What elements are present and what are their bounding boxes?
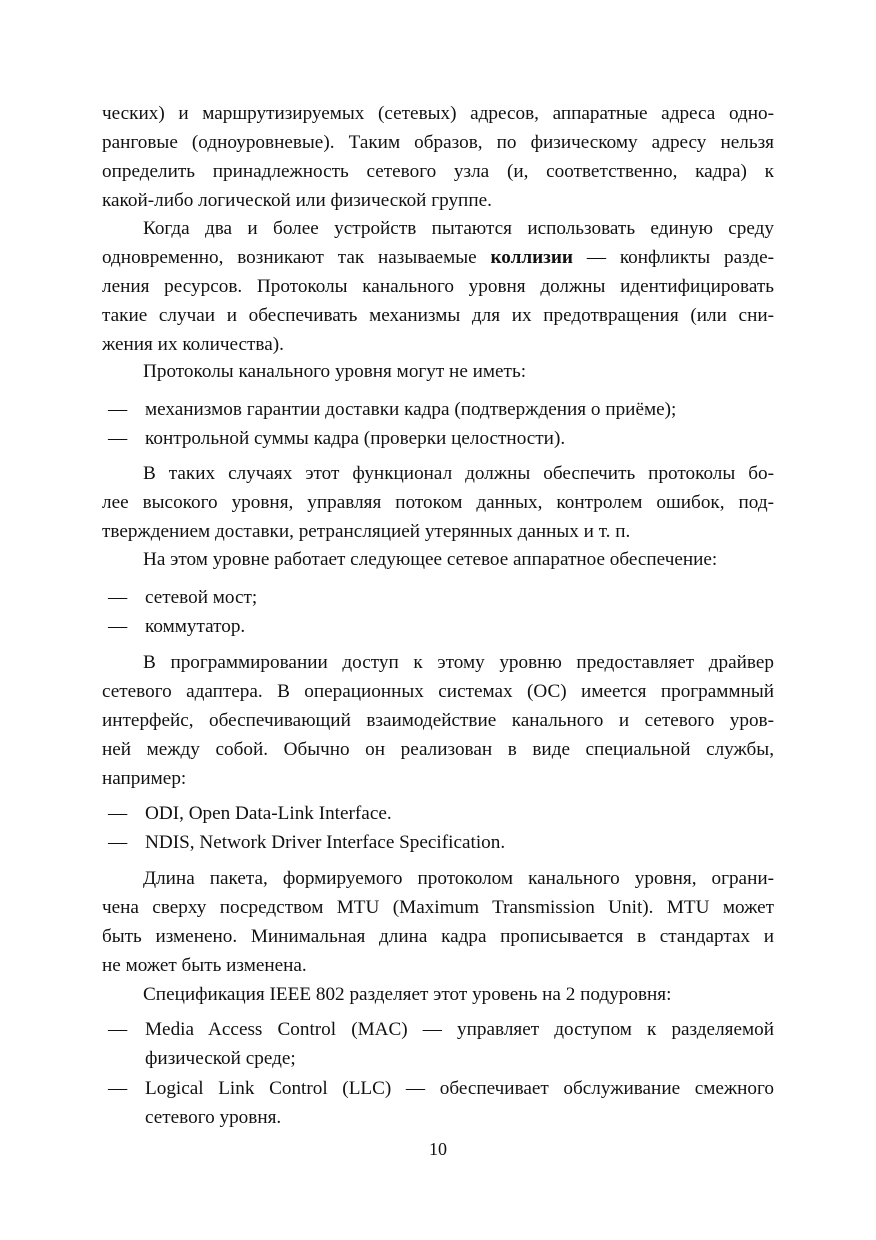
text-line: сетевого адаптера. В операционных системах (ОС) имеется программный bbox=[102, 681, 774, 702]
list-item bbox=[0, 799, 774, 828]
bullet-dash: — bbox=[108, 428, 128, 449]
paragraph-collisions bbox=[102, 214, 774, 359]
text-line: Длина пакета, формируемого протоколом канального уровня, ограни- bbox=[143, 868, 774, 889]
bullet-dash: — bbox=[108, 399, 128, 420]
text-line: не может быть изменена. bbox=[102, 955, 307, 976]
paragraph-ieee802: Спецификация IEEE 802 разделяет этот уровень на 2 подуровня: bbox=[143, 984, 672, 1005]
list-item-text bbox=[145, 1015, 774, 1073]
list-item-text: контрольной суммы кадра (проверки целостности). bbox=[145, 428, 566, 449]
paragraph-hardware: На этом уровне работает следующее сетевое аппаратное обеспечение: bbox=[143, 549, 718, 570]
list-item bbox=[0, 1074, 774, 1132]
text-line: интерфейс, обеспечивающий взаимодействие канального и сетевого уров- bbox=[102, 710, 774, 731]
list-item bbox=[0, 424, 774, 453]
text-line: В таких случаях этот функционал должны обеспечить протоколы бо- bbox=[143, 463, 774, 484]
text-line: чена сверху посредством MTU (Maximum Transmission Unit). MTU может bbox=[102, 897, 774, 918]
text-line: какой-либо логической или физической группе. bbox=[102, 190, 492, 211]
text-line: тверждением доставки, ретрансляцией утерянных данных и т. п. bbox=[102, 521, 631, 542]
text-line: лее высокого уровня, управляя потоком данных, контролем ошибок, под- bbox=[102, 492, 774, 513]
text-line: В программировании доступ к этому уровню предоставляет драйвер bbox=[143, 652, 774, 673]
paragraph-programming bbox=[102, 648, 774, 793]
bullet-dash: — bbox=[108, 1019, 128, 1040]
list-item bbox=[0, 828, 774, 857]
list-item-text: сетевой мост; bbox=[145, 587, 258, 608]
list-item bbox=[0, 583, 774, 612]
paragraph-may-not-have: Протоколы канального уровня могут не иметь: bbox=[143, 361, 527, 382]
text-line: Когда два и более устройств пытаются использовать единую среду bbox=[143, 218, 774, 239]
text-line: ней между собой. Обычно он реализован в виде специальной службы, bbox=[102, 739, 774, 760]
text-line: ческих) и маршрутизируемых (сетевых) адресов, аппаратные адреса одно- bbox=[102, 103, 774, 124]
list-item-text: коммутатор. bbox=[145, 616, 246, 637]
list-item bbox=[0, 1015, 774, 1073]
text-line bbox=[102, 243, 774, 272]
paragraph-higher-levels bbox=[102, 459, 774, 546]
page-number: 10 bbox=[429, 1139, 447, 1159]
list-item bbox=[0, 395, 774, 424]
text-line: например: bbox=[102, 768, 187, 789]
text-fragment: одновременно, возникают так называемые bbox=[102, 247, 491, 268]
paragraph-addresses bbox=[102, 99, 774, 215]
list-item bbox=[0, 612, 774, 641]
bullet-dash: — bbox=[108, 803, 128, 824]
text-line: определить принадлежность сетевого узла (и, соответственно, кадра) к bbox=[102, 161, 774, 182]
text-line: ранговые (одноуровневые). Таким образов, по физическому адресу нельзя bbox=[102, 132, 774, 153]
bullet-dash: — bbox=[108, 616, 128, 637]
list-item-text: механизмов гарантии доставки кадра (подтверждения о приёме); bbox=[145, 399, 677, 420]
list-item-text bbox=[145, 1074, 774, 1132]
paragraph-mtu bbox=[102, 864, 774, 980]
text-line: быть изменено. Минимальная длина кадра прописывается в стандартах и bbox=[102, 926, 774, 947]
term-collisions: коллизии bbox=[490, 247, 573, 268]
text-line: Logical Link Control (LLC) — обеспечивает обслуживание смежного bbox=[145, 1078, 774, 1099]
text-line: Media Access Control (MAC) — управляет доступом к разделяемой bbox=[145, 1019, 774, 1040]
bullet-dash: — bbox=[108, 1078, 128, 1099]
text-line: ления ресурсов. Протоколы канального уровня должны идентифицировать bbox=[102, 276, 774, 297]
text-line: сетевого уровня. bbox=[145, 1107, 282, 1128]
list-item-text: NDIS, Network Driver Interface Specification. bbox=[145, 832, 506, 853]
text-line: физической среде; bbox=[145, 1048, 296, 1069]
text-line: жения их количества). bbox=[102, 334, 284, 355]
text-line: такие случаи и обеспечивать механизмы для их предотвращения (или сни- bbox=[102, 305, 774, 326]
text-fragment: — конфликты разде- bbox=[573, 247, 774, 268]
bullet-dash: — bbox=[108, 832, 128, 853]
bullet-dash: — bbox=[108, 587, 128, 608]
list-item-text: ODI, Open Data-Link Interface. bbox=[145, 803, 392, 824]
